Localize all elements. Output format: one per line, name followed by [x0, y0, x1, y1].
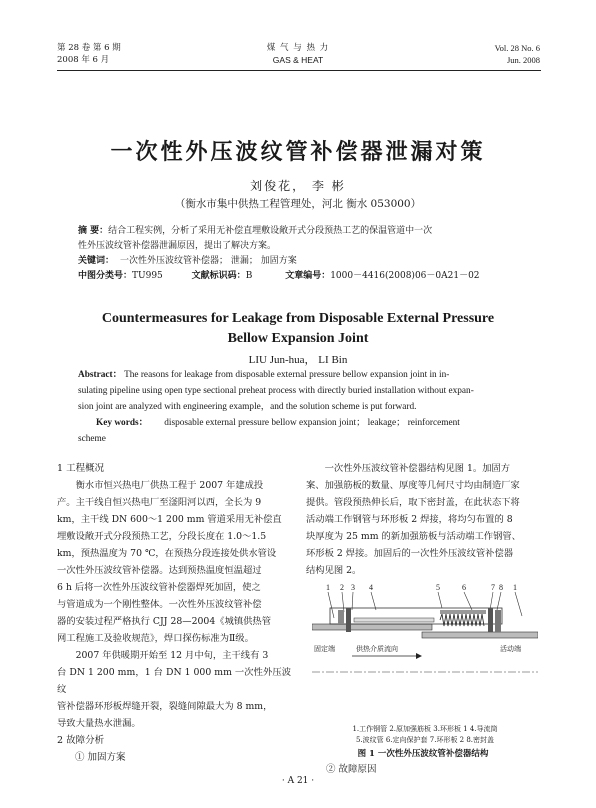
section-1-para2 [57, 647, 291, 732]
text-line: 产。主干线自恒兴热电厂至滏阳河以西，全长为 9 [57, 497, 262, 508]
affiliation-cn: （衡水市集中供热工程管理处，河北 衡水 053000） [174, 198, 422, 210]
text-line: 环形板 2 焊接。加固后的一次性外压波纹管补偿器 [306, 548, 514, 559]
header-volume-issue: 第 28 卷 第 6 期 [57, 43, 121, 53]
subsection-2-title: ② 故障原因 [326, 764, 377, 775]
header-vol-no: Vol. 28 No. 6 [494, 43, 540, 53]
header-date-cn: 2008 年 6 月 [57, 55, 110, 65]
authors-en: LIU Jun-hua， LI Bin [248, 354, 348, 366]
journal-name-cn: 煤 气 与 热 力 [266, 43, 330, 53]
label-active-end: 活动端 [500, 645, 521, 653]
parts-line2: 5.波纹管 6.定向保护套 7.环形板 2 8.密封盖 [355, 736, 495, 744]
class-label: 中图分类号： [78, 271, 133, 281]
class-value: TU995 [132, 271, 163, 281]
callout-5: 5 [436, 583, 440, 592]
keywords-cn: 一次性外压波纹管补偿器； 泄漏； 加固方案 [120, 256, 297, 266]
page-number: · A 21 · [281, 776, 315, 786]
journal-name-en: GAS & HEAT [272, 55, 324, 65]
section-1-para1 [57, 477, 291, 647]
abstract-en-line3: sion joint are analyzed with engineering example，and the solution scheme is put forward. [78, 402, 417, 412]
text-line: 导致大量热水泄漏。 [57, 718, 141, 729]
header-journal [198, 42, 398, 66]
abstract-cn-line2: 性外压波纹管补偿器泄漏原因，提出了解决方案。 [78, 241, 277, 251]
label-flow-direction: 供热介质流向 [356, 645, 398, 653]
keywords-cn-label: 关键词： [78, 256, 115, 266]
figure-parts-list [312, 724, 538, 746]
text-line: km，预热温度为 70 ℃，在预热分段连接处供水管设 [57, 548, 277, 559]
figure-1-drawing [312, 580, 538, 720]
text-line: 器的安装过程严格执行 CJJ 28—2004《城镇供热管 [57, 616, 272, 627]
abstract-cn-line1: 结合工程实例，分析了采用无补偿直埋敷设敞开式分段预热工艺的保温管道中一次 [108, 226, 433, 236]
left-column [57, 460, 291, 766]
label-fixed-end: 固定端 [314, 645, 335, 653]
text-line: 6 h 后将一次性外压波纹管补偿器焊死加固，使之 [57, 582, 261, 593]
paper-title-cn: 一次性外压波纹管补偿器泄漏对策 [110, 139, 486, 165]
text-line: 网工程施工及验收规范》，焊口探伤标准为Ⅱ级。 [57, 633, 254, 644]
text-line: 一次性外压波纹管补偿器结构见图 1。加固方 [324, 463, 511, 474]
text-line: 管补偿器环形板焊缝开裂，裂缝间隙最大为 8 mm， [57, 701, 273, 712]
header-rule [57, 70, 541, 71]
text-line: 案、加强筋板的数量、厚度等几何尺寸均由制造厂家 [306, 480, 520, 491]
abstract-en-line2: sulating pipeline using open type sectional preheat process with directly buried installation without expan- [78, 386, 474, 396]
text-line: 埋敷设敞开式分段预热工艺，分段长度在 1.0～1.5 [57, 531, 267, 542]
paper-title-en-line1: Countermeasures for Leakage from Disposable External Pressure [101, 311, 495, 326]
figure-1-caption: 图 1 一次性外压波纹管补偿器结构 [357, 749, 489, 759]
callout-8: 8 [499, 583, 503, 592]
article-label: 文章编号： [285, 271, 331, 281]
article-value: 1000－4416(2008)06－0A21－02 [330, 271, 480, 281]
parts-line1: 1.工作钢管 2.原加强筋板 3.环形板 1 4.导流筒 [352, 725, 498, 733]
header-volume [57, 42, 121, 66]
callout-3: 3 [351, 583, 355, 592]
keywords-en-label: Key words： [96, 418, 148, 428]
header-date-en: Jun. 2008 [506, 55, 540, 65]
text-line: 块厚度为 25 mm 的新加强筋板与活动端工作钢管、 [306, 531, 521, 542]
callout-1b: 1 [513, 583, 517, 592]
abstract-cn [78, 224, 518, 284]
right-column [306, 460, 540, 579]
callout-2: 2 [340, 583, 344, 592]
callout-7: 7 [491, 583, 495, 592]
doc-value: B [245, 271, 253, 281]
abstract-cn-label: 摘 要： [78, 226, 109, 236]
abstract-en-label: Abstract： [78, 370, 122, 380]
callout-4: 4 [369, 583, 373, 592]
header-volume-en [495, 42, 540, 66]
text-line: 一次性外压波纹管补偿器。达到预热温度恒温超过 [57, 565, 262, 576]
abstract-en [78, 367, 518, 447]
text-line: 活动端工作钢管与环形板 2 焊接，将均匀布置的 8 [306, 514, 513, 525]
text-line: 衡水市恒兴热电厂供热工程于 2007 年建成投 [75, 480, 264, 491]
text-line: km，主干线 DN 600～1 200 mm 管道采用无补偿直 [57, 514, 282, 525]
section-2-title: 2 故障分析 [57, 735, 105, 746]
callout-1: 1 [326, 583, 330, 592]
text-line: 台 DN 1 200 mm，1 台 DN 1 000 mm 一次性外压波纹 [57, 667, 291, 695]
authors-cn: 刘俊花， 李 彬 [250, 179, 346, 193]
abstract-en-line1: The reasons for leakage from disposable external pressure bellow expansion joint in in- [124, 370, 450, 380]
figure-1 [312, 580, 538, 744]
text-line: 2007 年供暖期开始至 12 月中旬，主干线有 3 [75, 650, 269, 661]
text-line: 与管道成为一个刚性整体。一次性外压波纹管补偿 [57, 599, 262, 610]
keywords-en-line2: scheme [78, 434, 106, 444]
text-line: 提供。管段预热伸长后，取下密封盖，在此状态下将 [306, 497, 520, 508]
callout-6: 6 [462, 583, 466, 592]
keywords-en: disposable external pressure bellow expansion joint； leakage； reinforcement [164, 418, 460, 428]
text-line: 结构见图 2。 [306, 565, 362, 576]
subsection-1-title: ① 加固方案 [75, 752, 126, 763]
section-1-title: 1 工程概况 [57, 463, 105, 474]
flow-arrow-icon [416, 653, 422, 659]
paper-title-en [0, 309, 596, 349]
doc-label: 文献标识码： [191, 271, 246, 281]
paper-title-en-line2: Bellow Expansion Joint [227, 331, 369, 346]
right-para [306, 460, 540, 579]
